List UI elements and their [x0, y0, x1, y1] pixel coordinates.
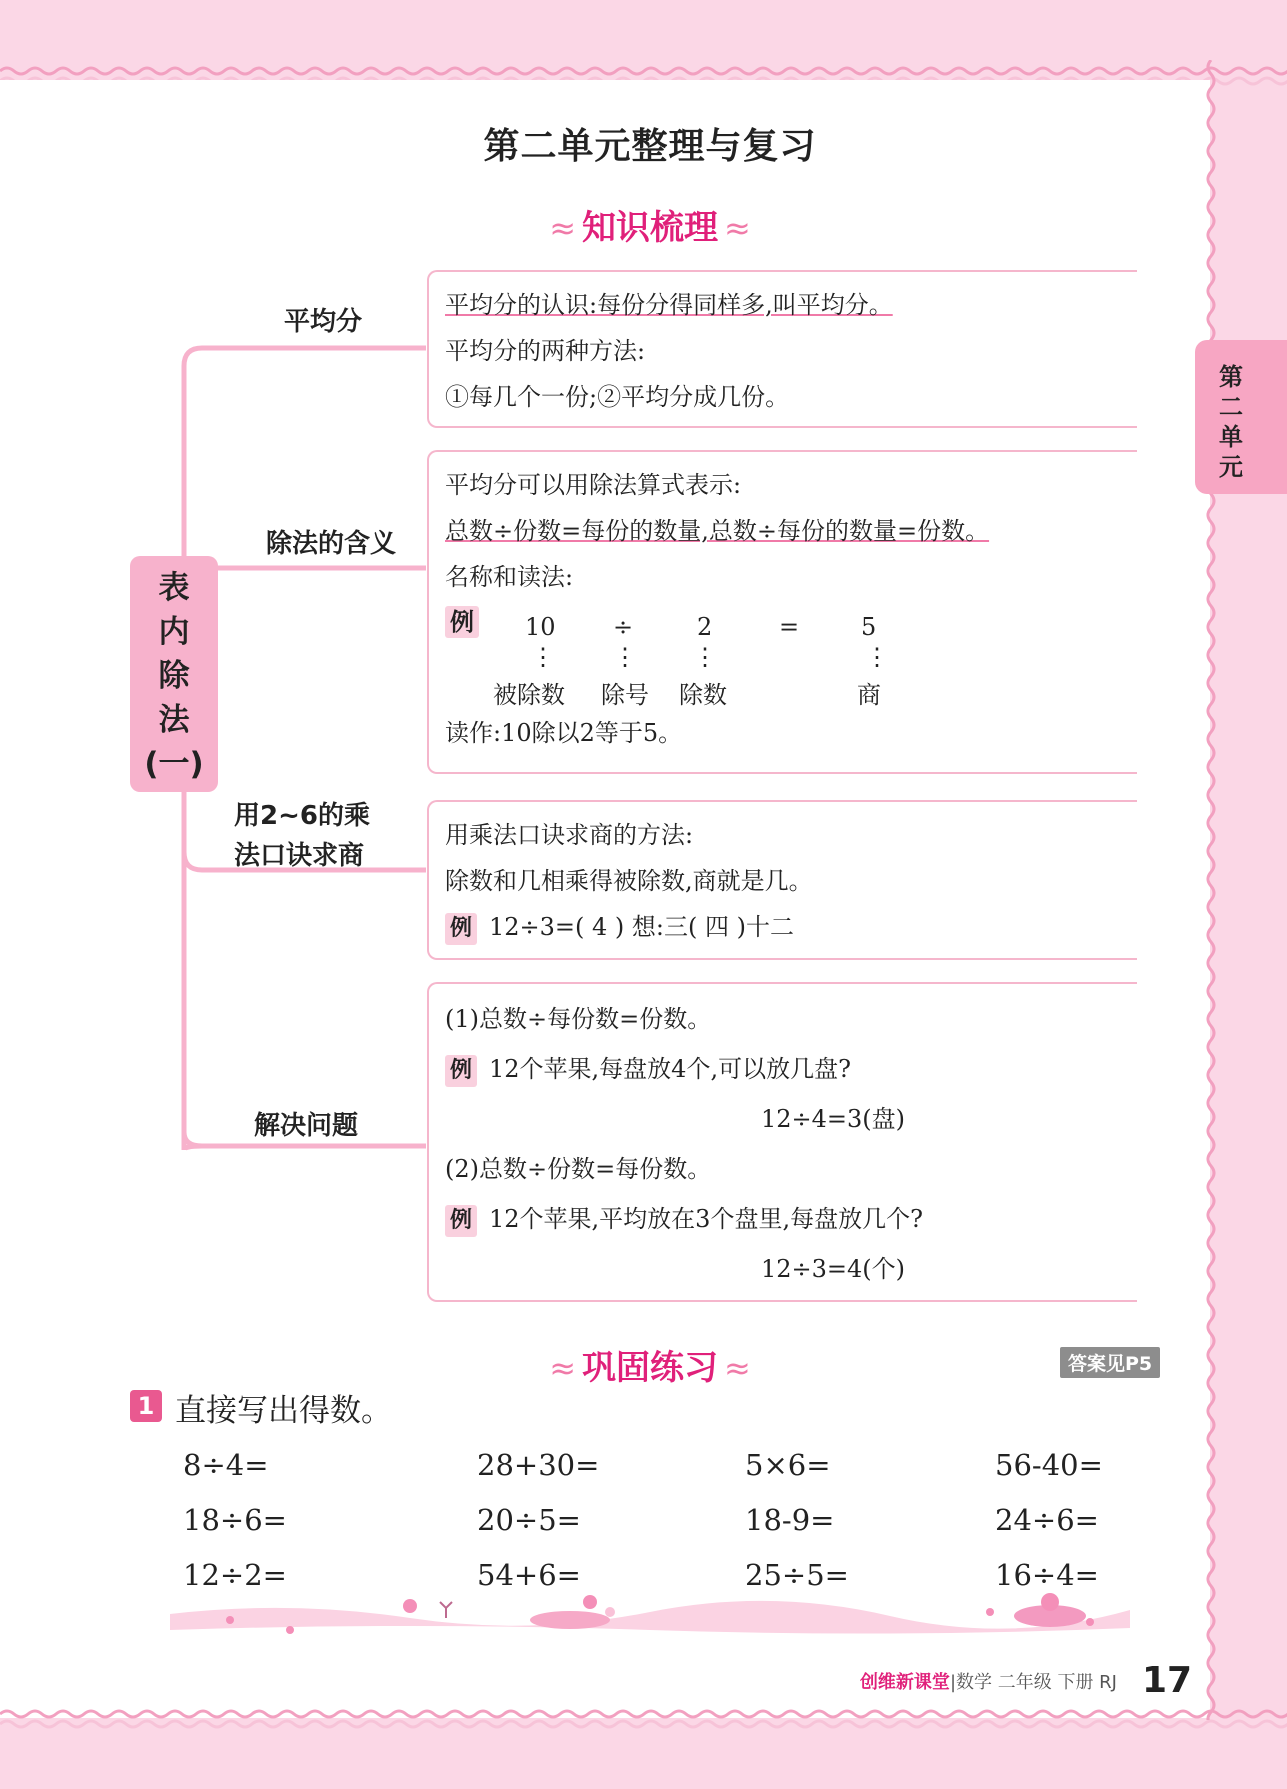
squiggle-icon: ≈: [724, 209, 751, 247]
box-line: [445, 1044, 1121, 1094]
calc-item: 24÷6=: [995, 1503, 1099, 1537]
calc-item: 5×6=: [745, 1448, 831, 1482]
branch-label-average: 平均分: [284, 307, 363, 337]
calc-item: 18÷6=: [183, 1503, 287, 1537]
name-divide-sign: 除号: [601, 681, 649, 709]
definition-text: 平均分的认识:每份分得同样多,叫平均分。: [445, 291, 893, 319]
question-number-badge: 1: [130, 1390, 162, 1422]
box-line: [445, 904, 1121, 950]
name-dividend: 被除数: [493, 681, 565, 709]
footer-brand: 创维新课堂: [859, 1672, 950, 1693]
example-badge: 例: [445, 606, 479, 638]
branch-label-multiplication-table: [234, 796, 370, 876]
branch-label-line: 法口诀求商: [234, 841, 365, 871]
equation-dividend: 10: [525, 613, 556, 641]
dots-icon: ⋮: [613, 643, 637, 671]
calc-item: 54+6=: [477, 1558, 581, 1592]
name-quotient: 商: [857, 681, 881, 709]
box-line: [445, 282, 1121, 328]
unit-side-tab-label: 第二单元: [1219, 363, 1243, 481]
calc-item: 20÷5=: [477, 1503, 581, 1537]
knowledge-box-problem-solving: [427, 982, 1137, 1302]
footer-separator: |: [949, 1672, 957, 1693]
example-answer: 12÷4=3(盘): [760, 1105, 906, 1133]
example-badge: 例: [445, 913, 477, 945]
example-answer: 12÷3=4(个): [760, 1255, 906, 1283]
knowledge-box-division-meaning: [427, 450, 1137, 774]
example-text: 12个苹果,平均放在3个盘里,每盘放几个?: [489, 1205, 923, 1233]
dots-icon: ⋮: [531, 643, 555, 671]
equation-divisor: 2: [697, 613, 713, 641]
calc-item: 56-40=: [995, 1448, 1103, 1482]
box-line: 用乘法口诀求商的方法:: [445, 821, 694, 849]
box-line: 平均分可以用除法算式表示:: [445, 471, 742, 499]
box-line: ①每几个一份;②平均分成几份。: [445, 383, 790, 411]
division-parts-diagram: [445, 602, 1121, 710]
branch-label-division-meaning: 除法的含义: [266, 529, 397, 559]
knowledge-box-multiplication-table: [427, 800, 1137, 960]
name-divisor: 除数: [679, 681, 727, 709]
footer-book-info: 数学 二年级 下册 RJ: [956, 1672, 1117, 1693]
root-char: (一): [144, 746, 204, 782]
equation-equals: =: [779, 613, 800, 641]
dots-icon: ⋮: [865, 643, 889, 671]
section-heading-text: 知识梳理: [582, 208, 718, 248]
box-line: [445, 508, 1121, 554]
box-line: 名称和读法:: [445, 563, 574, 591]
branch-label-problem-solving: 解决问题: [254, 1111, 359, 1141]
page-footer: [860, 1668, 1117, 1694]
calc-item: 16÷4=: [995, 1558, 1099, 1592]
box-line: 除数和几相乘得被除数,商就是几。: [445, 867, 813, 895]
mind-map-root: [130, 556, 218, 792]
example-text: 12÷3=( 4 ) 想:三( 四 )十二: [489, 913, 794, 941]
answer-reference-tag[interactable]: 答案见P5: [1060, 1347, 1160, 1378]
example-text: 12个苹果,每盘放4个,可以放几盘?: [489, 1055, 851, 1083]
equation-quotient: 5: [861, 613, 877, 641]
box-line: [445, 1194, 1121, 1244]
squiggle-icon: ≈: [549, 1349, 576, 1387]
flower-decoration: [170, 1592, 1130, 1652]
root-char: 内: [158, 614, 190, 650]
section-heading-knowledge: [0, 200, 1287, 249]
calc-item: 12÷2=: [183, 1558, 287, 1592]
calc-item: 25÷5=: [745, 1558, 849, 1592]
box-line: 平均分的两种方法:: [445, 337, 646, 365]
page-number: 17: [1142, 1660, 1193, 1701]
question-text: 直接写出得数。: [175, 1393, 392, 1429]
page-title: 第二单元整理与复习: [483, 126, 817, 167]
squiggle-icon: ≈: [549, 209, 576, 247]
calc-item: 18-9=: [745, 1503, 835, 1537]
section-heading-text: 巩固练习: [582, 1348, 718, 1388]
calc-item: 28+30=: [477, 1448, 600, 1482]
equation-divide-sign: ÷: [613, 613, 634, 641]
squiggle-icon: ≈: [724, 1349, 751, 1387]
unit-side-tab[interactable]: [1195, 340, 1287, 494]
example-badge: 例: [445, 1055, 477, 1087]
box-line: (2)总数÷份数=每份数。: [445, 1155, 712, 1183]
formula-text: 总数÷份数=每份的数量,总数÷每份的数量=份数。: [445, 517, 990, 545]
root-char: 除: [158, 658, 190, 694]
box-line: (1)总数÷每份数=份数。: [445, 1005, 712, 1033]
box-line: 读作:10除以2等于5。: [445, 719, 683, 747]
knowledge-box-average: [427, 270, 1137, 428]
branch-label-line: 用2~6的乘: [234, 801, 370, 831]
root-char: 法: [158, 702, 190, 738]
dots-icon: ⋮: [693, 643, 717, 671]
calc-item: 8÷4=: [183, 1448, 269, 1482]
root-char: 表: [158, 570, 190, 606]
example-badge: 例: [445, 1205, 477, 1237]
